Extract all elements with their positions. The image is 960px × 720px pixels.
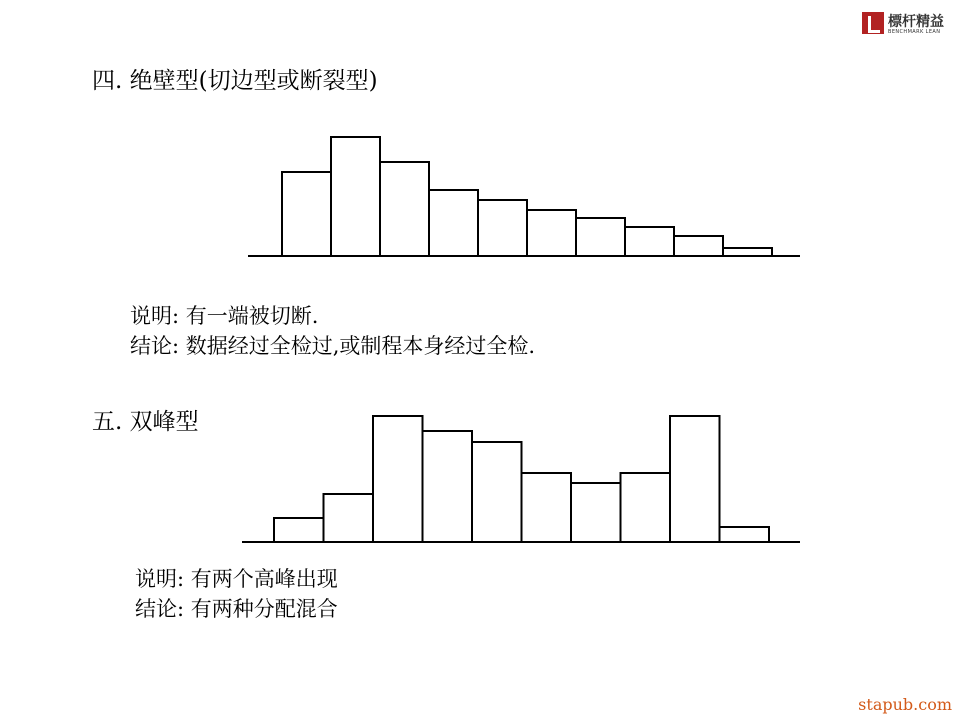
histogram-bar [527, 210, 576, 256]
histogram-bar [621, 473, 671, 542]
histogram-bar [576, 218, 625, 256]
histogram-bar [674, 236, 723, 256]
section4-explanation: 说明: 有一端被切断. [130, 304, 319, 328]
bimodal-histogram [242, 416, 800, 542]
section5-conclusion: 结论: 有两种分配混合 [135, 597, 338, 621]
histogram-bar [274, 518, 324, 542]
section5-heading: 五. 双峰型 [92, 409, 199, 435]
histogram-bar [331, 137, 380, 256]
histogram-bar [429, 190, 478, 256]
logo-text-cn: 標杆精益 [888, 14, 944, 30]
section5-explanation: 说明: 有两个高峰出现 [135, 567, 338, 591]
histogram-bar [373, 416, 423, 542]
section4-conclusion: 结论: 数据经过全检过,或制程本身经过全检. [130, 334, 536, 358]
logo-text-en: BENCHMARK LEAN [888, 29, 941, 35]
histogram-bar [670, 416, 720, 542]
histogram-bar [282, 172, 331, 256]
watermark: stapub.com [858, 695, 952, 714]
histogram-bar [723, 248, 772, 256]
histogram-bar [571, 483, 621, 542]
histogram-bar [720, 527, 770, 542]
histogram-bar [380, 162, 429, 256]
histogram-bar [423, 431, 473, 542]
histogram-bar [478, 200, 527, 256]
histogram-bar [522, 473, 572, 542]
histogram-bar [625, 227, 674, 256]
histogram-bar [324, 494, 374, 542]
histogram-bar [472, 442, 522, 542]
section4-heading: 四. 绝壁型(切边型或断裂型) [92, 68, 378, 94]
cliff-histogram [248, 137, 800, 256]
